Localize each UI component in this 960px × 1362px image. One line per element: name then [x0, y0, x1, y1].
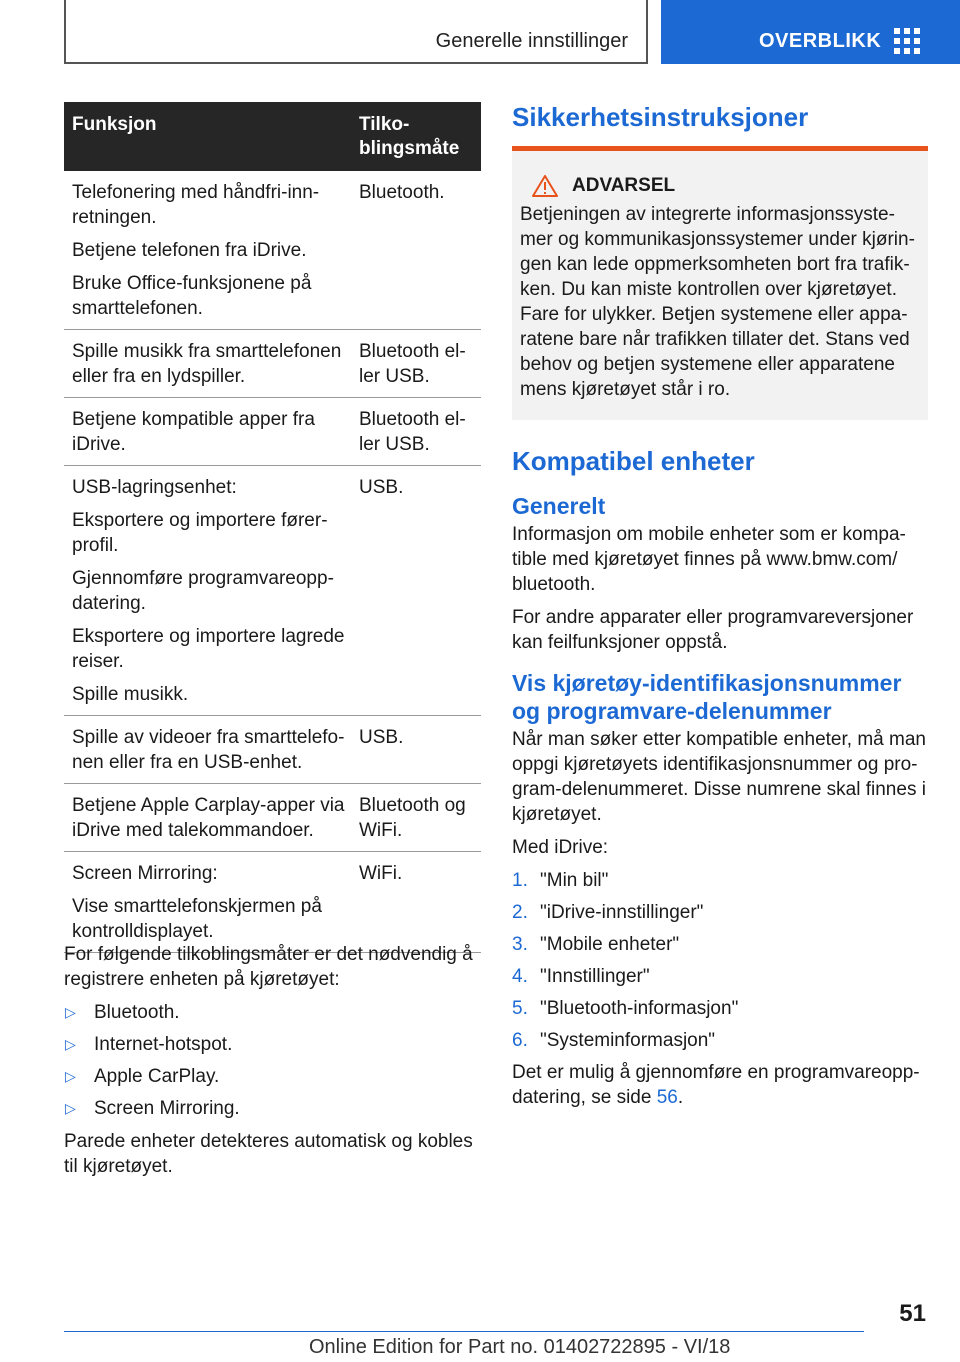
general-paragraph-2: For andre apparater eller programvareversjoner kan feilfunksjoner oppstå.: [512, 607, 914, 653]
warning-label: ADVARSEL: [572, 175, 676, 196]
triangle-bullet-icon: ▷: [65, 1068, 76, 1084]
triangle-bullet-icon: ▷: [65, 1004, 76, 1020]
section-title: Generelle innstillinger: [435, 30, 628, 52]
function-cell: [64, 852, 353, 953]
function-line: Spille av videoer fra smarttelefo- nen eller fra en USB-enhet.: [72, 727, 345, 773]
list-item: ▷ Apple CarPlay.: [65, 1066, 220, 1087]
function-line: Vise smarttelefonskjermen på kontrolldisplayet.: [72, 896, 322, 942]
function-cell: [64, 330, 353, 398]
list-item: ▷ Bluetooth.: [65, 1002, 180, 1023]
overview-button[interactable]: [661, 0, 960, 64]
table-row: [64, 398, 481, 466]
list-item: ▷ Internet-hotspot.: [65, 1034, 233, 1055]
header-function: Funksjon: [64, 102, 353, 171]
list-item: 6. "Systeminformasjon": [512, 1030, 716, 1051]
compat-heading: Kompatibel enheter: [512, 446, 755, 476]
vin-paragraph-2: Med iDrive:: [512, 837, 609, 858]
connection-cell: Bluetooth.: [353, 171, 481, 330]
triangle-bullet-icon: ▷: [65, 1036, 76, 1052]
connection-table: [64, 102, 481, 953]
table-row: [64, 171, 481, 330]
registration-outro: Parede enheter detekteres automatisk og kobles til kjøretøyet.: [64, 1131, 473, 1177]
registration-info: [64, 942, 481, 1187]
function-line: Betjene kompatible apper fra iDrive.: [72, 409, 315, 455]
function-line: Betjene telefonen fra iDrive.: [72, 240, 307, 261]
connection-cell: Bluetooth og WiFi.: [353, 784, 481, 852]
function-line: Gjennomføre programvareopp- datering.: [72, 568, 334, 614]
update-paragraph: Det er mulig å gjennomføre en programvareopp-datering, se side 56.: [512, 1062, 920, 1108]
function-cell: [64, 716, 353, 784]
header-connection: Tilko- blingsmåte: [353, 102, 481, 171]
list-item: ▷ Screen Mirroring.: [65, 1098, 240, 1119]
triangle-bullet-icon: ▷: [65, 1100, 76, 1116]
registration-intro: For følgende tilkoblingsmåter er det nødvendig å registrere enheten på kjøretøyet:: [64, 944, 473, 990]
connection-cell: USB.: [353, 466, 481, 716]
steps-list: [512, 868, 928, 1053]
list-item: 2. "iDrive-innstillinger": [512, 902, 704, 923]
list-item: 1. "Min bil": [512, 870, 609, 891]
connection-cell: Bluetooth el- ler USB.: [353, 398, 481, 466]
function-line: Eksportere og importere lagrede reiser.: [72, 626, 345, 672]
table-row: [64, 330, 481, 398]
right-column: [512, 100, 928, 1118]
header-section-box: [64, 0, 648, 64]
function-line: Bruke Office-funksjonene på smarttelefonen.: [72, 273, 312, 319]
function-line: Telefonering med håndfri-inn- retningen.: [72, 182, 320, 228]
connection-list: [64, 1000, 481, 1121]
table-row: [64, 784, 481, 852]
safety-heading: Sikkerhetsinstruksjoner: [512, 102, 809, 132]
list-item: 4. "Innstillinger": [512, 966, 650, 987]
function-line: USB-lagringsenhet:: [72, 477, 237, 498]
list-item: 3. "Mobile enheter": [512, 934, 680, 955]
table-row: [64, 852, 481, 953]
function-line: Screen Mirroring:: [72, 863, 218, 884]
footer-rule: [64, 1331, 864, 1332]
function-line: Eksportere og importere fører- profil.: [72, 510, 328, 556]
general-heading: Generelt: [512, 493, 606, 519]
overview-label: OVERBLIKK: [759, 30, 882, 52]
warning-header: [520, 173, 920, 198]
page-link[interactable]: 56: [656, 1087, 678, 1108]
warning-text: Betjeningen av integrerte informasjonssyste-mer og kommunikasjonssystemer under kjørin-gen kan lede oppmerksomheten bort fra trafik-ken. Du kan miste kontrollen over kjøretøyet. Fare for ulykker. Betjen systemene eller appa-ratene bare når trafikken tillater det. Stans ved behov og betjen systemene eller apparatene mens kjøretøyet står i ro.: [520, 204, 915, 400]
function-cell: [64, 398, 353, 466]
function-line: Betjene Apple Carplay-apper via iDrive med talekommandoer.: [72, 795, 345, 841]
warning-triangle-icon: [532, 175, 558, 197]
vin-heading: Vis kjøretøy-identifikasjonsnummer og programvare-delenummer: [512, 670, 902, 724]
vin-paragraph-1: Når man søker etter kompatible enheter, må man oppgi kjøretøyets identifikasjonsnummer og pro-gram-delenummeret. Disse numrene skal finnes i kjøretøyet.: [512, 729, 926, 825]
function-cell: [64, 171, 353, 330]
warning-box: [512, 151, 928, 420]
connection-cell: USB.: [353, 716, 481, 784]
general-paragraph-1: Informasjon om mobile enheter som er kompa-tible med kjøretøyet finnes på www.bmw.com/ bluetooth.: [512, 524, 906, 595]
function-line: Spille musikk fra smarttelefonen eller fra en lydspiller.: [72, 341, 342, 387]
connection-cell: Bluetooth el- ler USB.: [353, 330, 481, 398]
connection-cell: WiFi.: [353, 852, 481, 953]
function-cell: [64, 784, 353, 852]
function-cell: [64, 466, 353, 716]
page-number: 51: [899, 1300, 926, 1327]
grid-icon: [894, 28, 920, 54]
edition-text: Online Edition for Part no. 01402722895 - VI/18: [309, 1336, 731, 1358]
function-line: Spille musikk.: [72, 684, 189, 705]
list-item: 5. "Bluetooth-informasjon": [512, 998, 739, 1019]
table-row: [64, 716, 481, 784]
table-row: [64, 466, 481, 716]
